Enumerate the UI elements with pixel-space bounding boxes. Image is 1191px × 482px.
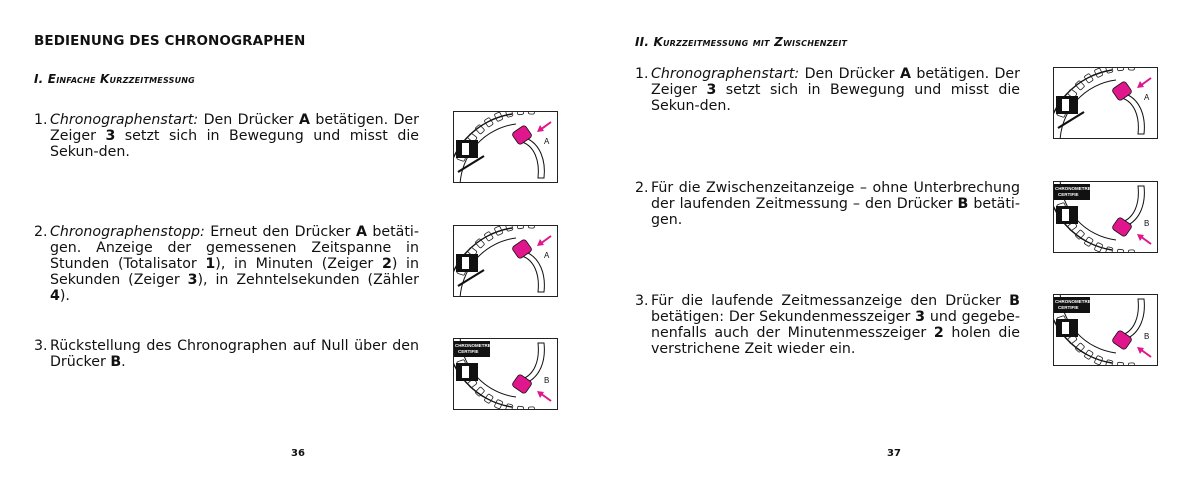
step-text: Chronographenstart: Den Drücker A betätigen. Der Zeiger 3 setzt sich in Bewegung und misst die Sekun-den.	[651, 66, 1020, 114]
bezel-marker	[528, 226, 534, 228]
instruction-step	[635, 66, 1020, 114]
step-number: 3.	[635, 293, 649, 309]
bezel-marker	[484, 231, 493, 241]
bezel-marker	[1084, 237, 1093, 247]
dial-window-highlight	[462, 366, 469, 378]
dial-text: CERTIFIE	[458, 349, 479, 354]
bezel-marker	[1117, 68, 1124, 71]
bezel-marker	[517, 406, 524, 409]
dial-window-highlight	[462, 143, 469, 155]
watch-pusher-a-illustration	[1053, 67, 1158, 139]
watch-pusher-a-illustration	[453, 225, 558, 297]
pusher-label: B	[544, 376, 550, 385]
step-number: 3.	[34, 338, 48, 354]
pusher-label: A	[1144, 93, 1150, 102]
bezel-marker	[517, 112, 524, 115]
chrono-hand	[1058, 112, 1084, 128]
instruction-step	[34, 224, 419, 304]
step-number: 2.	[34, 224, 48, 240]
watch-pusher-a-illustration	[453, 111, 558, 183]
dial-window-highlight	[462, 257, 469, 269]
watch-pusher-b-illustration	[1053, 181, 1158, 253]
dial-text: CERTIFIE	[1058, 192, 1079, 197]
bezel-marker	[528, 407, 534, 409]
page-title: BEDIENUNG DES CHRONOGRAPHEN	[34, 33, 306, 49]
instruction-step	[34, 338, 419, 370]
instruction-step	[635, 293, 1020, 357]
bezel-marker	[517, 226, 524, 229]
section-heading-split-timing: II. Kurzzeitmessung mit Zwischenzeit	[635, 35, 848, 49]
dial-text: CHRONOMETRE	[1055, 186, 1091, 191]
chrono-hand	[458, 156, 484, 172]
left-page	[0, 0, 595, 482]
pusher-label: A	[544, 251, 550, 260]
step-text: Chronographenstopp: Erneut den Drücker A betäti-gen. Anzeige der gemessenen Zeitspanne in Stunden (Totalisator 1), in Minuten (Zeiger 2) in Sekunden (Zeiger 3), in Zehntelsekunden (Zähler 4).	[50, 224, 419, 304]
bezel-marker	[484, 117, 493, 127]
case-edge	[1122, 299, 1144, 339]
bezel-marker	[1084, 73, 1093, 83]
case-edge	[1122, 94, 1144, 134]
bezel-marker	[1117, 362, 1124, 365]
bezel-marker	[1128, 68, 1134, 70]
page-number: 36	[291, 448, 305, 459]
case-edge	[522, 343, 544, 383]
bezel-marker	[528, 112, 534, 114]
bezel-marker	[484, 394, 493, 404]
case-edge	[522, 252, 544, 292]
watch-pusher-b-illustration	[453, 338, 558, 410]
dial-window-highlight	[1062, 99, 1069, 111]
chrono-hand	[458, 270, 484, 286]
step-text: Chronographenstart: Den Drücker A betätigen. Der Zeiger 3 setzt sich in Bewegung und misst die Sekun-den.	[50, 112, 419, 160]
pusher-label: B	[1144, 219, 1150, 228]
bezel-marker	[1084, 350, 1093, 360]
step-text: Rückstellung des Chronographen auf Null über den Drücker B.	[50, 338, 419, 370]
dial-window-highlight	[1062, 322, 1069, 334]
bezel-marker	[1128, 363, 1134, 365]
dial-text: CHRONOMETRE	[1055, 299, 1091, 304]
step-text: Für die Zwischenzeitanzeige – ohne Unterbrechung der laufenden Zeitmessung – den Drücker B betäti-gen.	[651, 180, 1020, 228]
case-edge	[522, 138, 544, 178]
step-number: 2.	[635, 180, 649, 196]
instruction-step	[635, 180, 1020, 228]
dial-text: CHRONOMETRE	[455, 343, 491, 348]
instruction-step	[34, 112, 419, 160]
bezel-marker	[1117, 249, 1124, 252]
pusher-label: B	[1144, 332, 1150, 341]
pusher-label: A	[544, 137, 550, 146]
step-text: Für die laufende Zeitmessanzeige den Drücker B betätigen: Der Sekundenmesszeiger 3 und gegebe-nenfalls auch der Minutenmesszeiger 2 holen die verstrichene Zeit wieder ein.	[651, 293, 1021, 357]
section-heading-simple-timing: I. Einfache Kurzzeitmessung	[34, 72, 195, 86]
right-page	[595, 0, 1191, 482]
watch-pusher-b-illustration	[1053, 294, 1158, 366]
bezel-marker	[1128, 250, 1134, 252]
case-edge	[1122, 186, 1144, 226]
step-number: 1.	[34, 112, 48, 128]
dial-text: CERTIFIE	[1058, 305, 1079, 310]
page-number: 37	[887, 448, 901, 459]
step-number: 1.	[635, 66, 649, 82]
dial-window-highlight	[1062, 209, 1069, 221]
